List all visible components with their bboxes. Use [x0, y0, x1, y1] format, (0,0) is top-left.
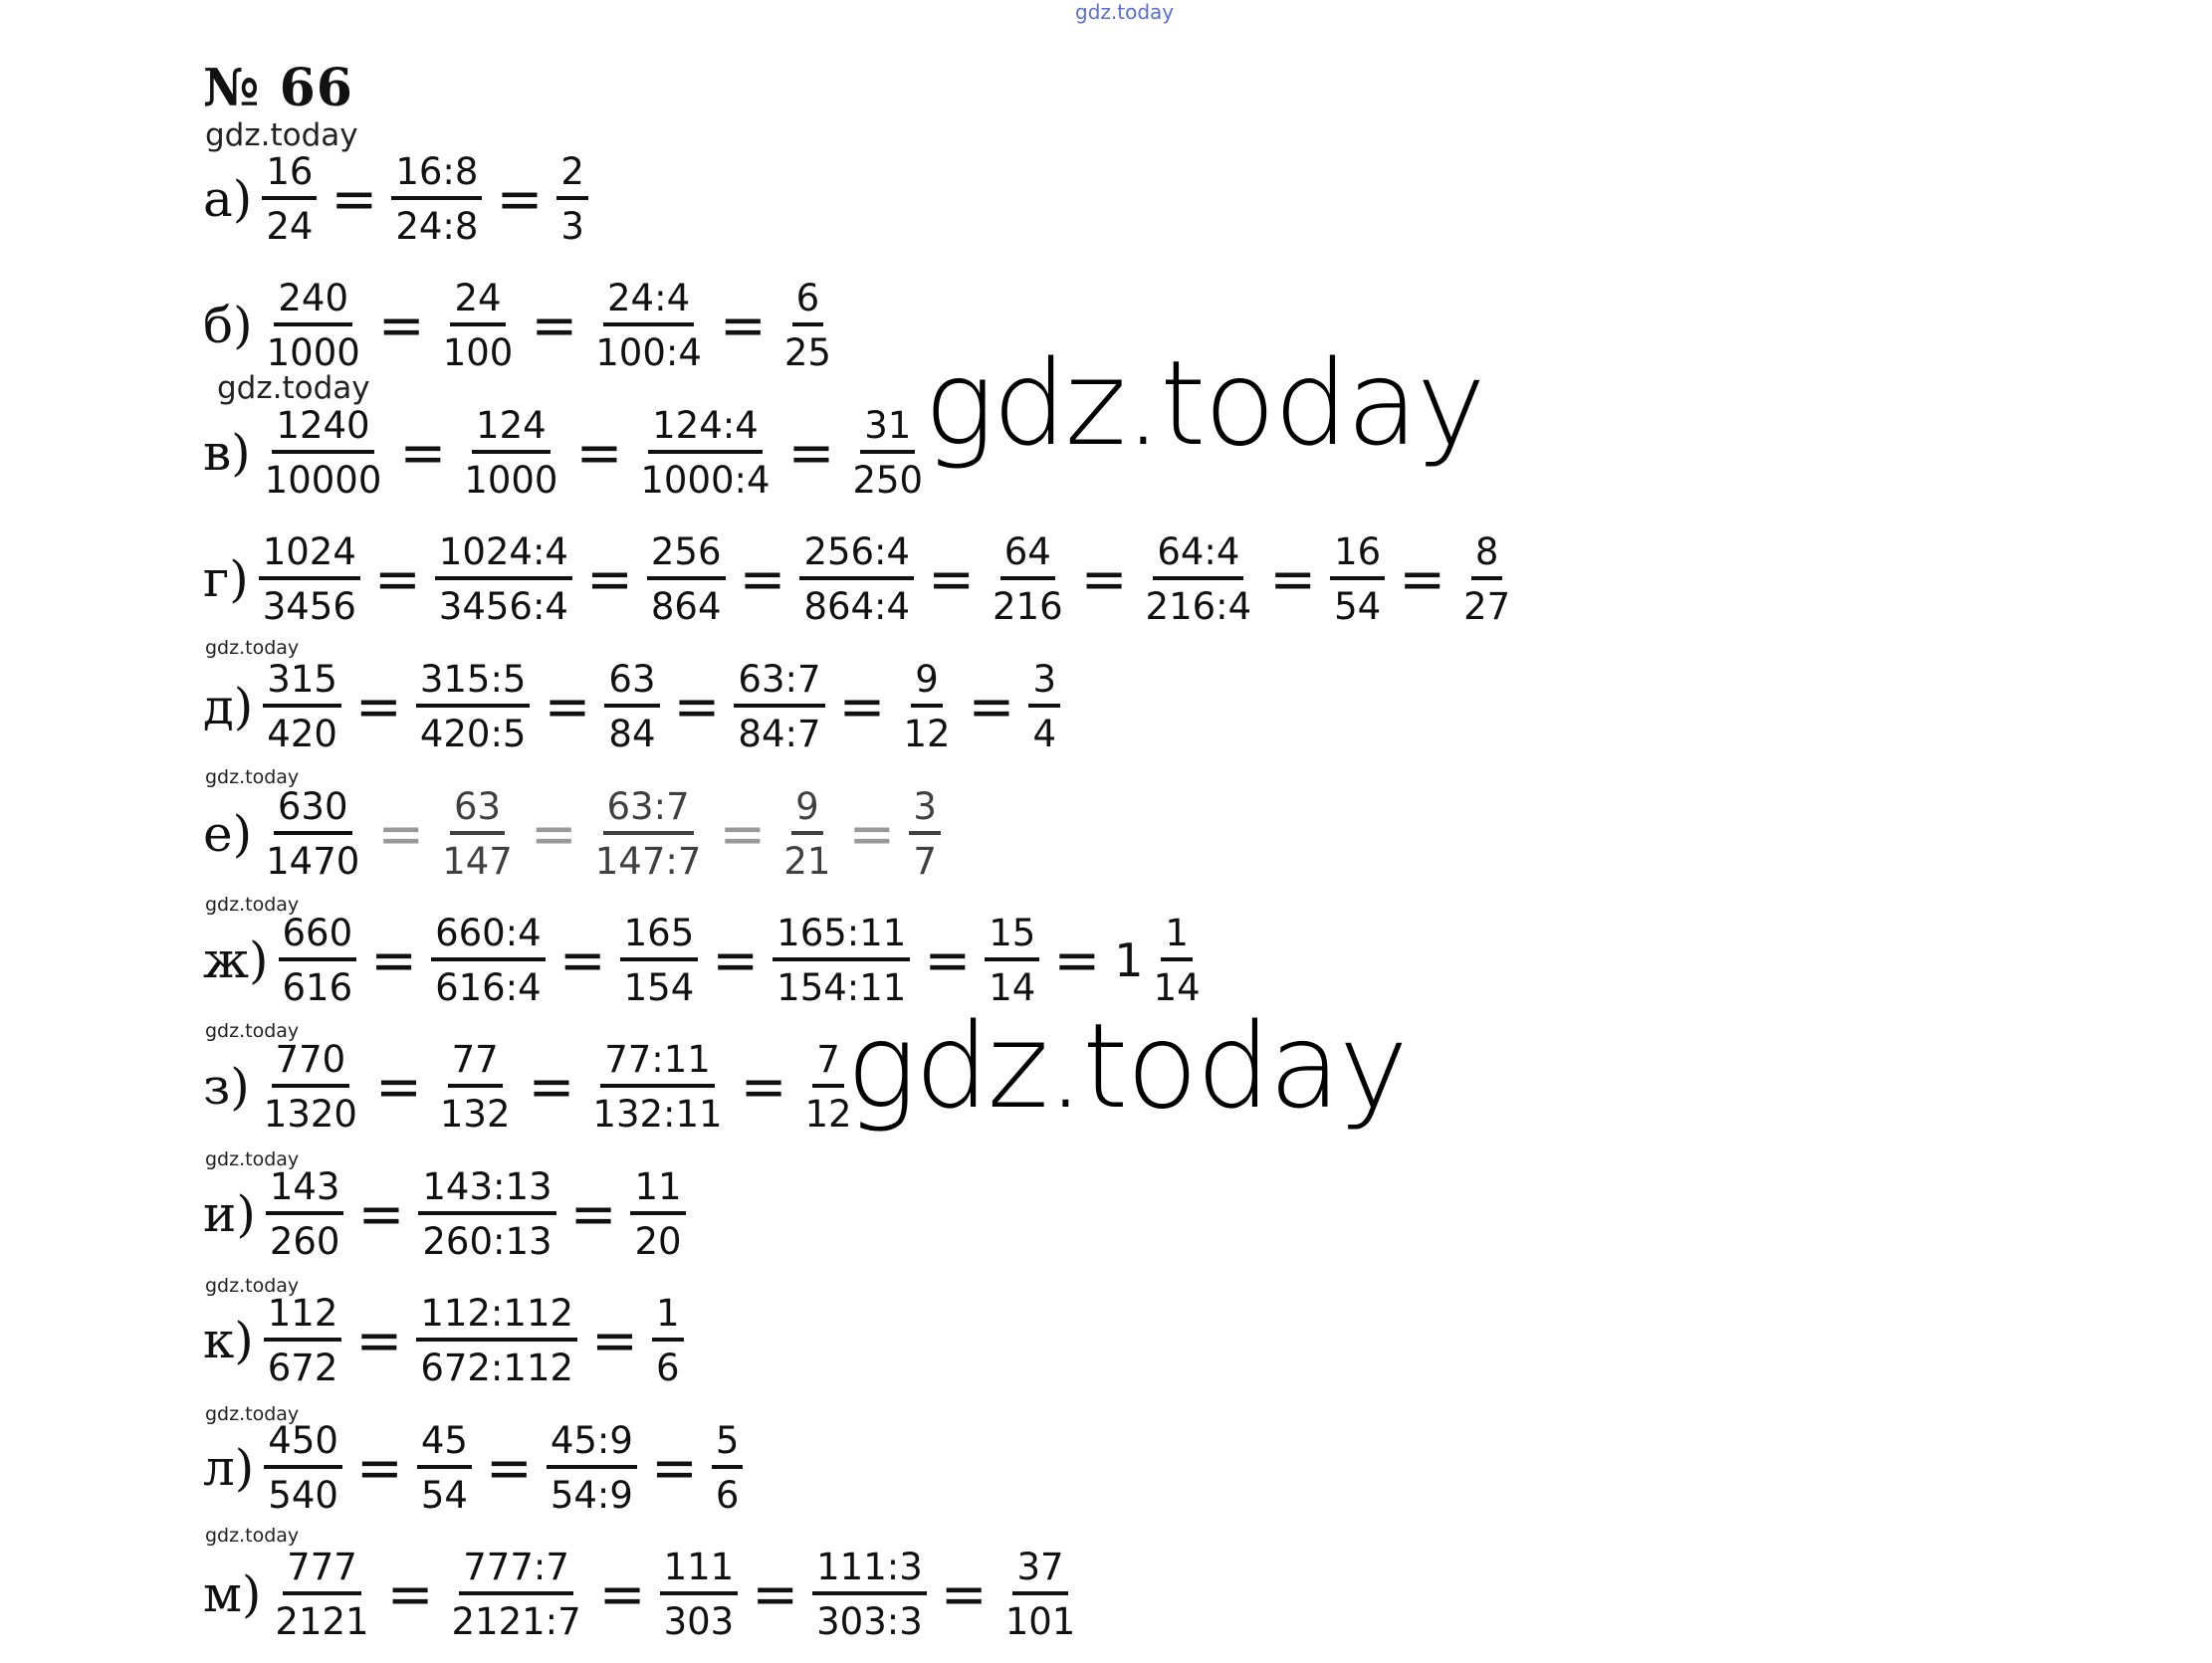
fraction	[547, 1419, 637, 1517]
numerator: 111	[660, 1549, 739, 1595]
numerator: 315	[263, 661, 341, 708]
fraction	[264, 1419, 342, 1517]
fraction	[259, 530, 360, 628]
fraction	[630, 1165, 685, 1263]
numerator: 112:112	[416, 1295, 577, 1342]
denominator: 540	[268, 1474, 338, 1517]
equals-sign: =	[377, 293, 425, 358]
row-letter: и)	[203, 1185, 256, 1243]
numerator: 777	[283, 1549, 361, 1595]
equals-sign: =	[591, 1308, 638, 1373]
numerator: 16	[1330, 533, 1385, 580]
denominator: 303:3	[816, 1600, 923, 1643]
watermark-big: gdz.today	[846, 997, 1407, 1135]
equals-sign: =	[569, 1181, 617, 1247]
denominator: 672	[267, 1347, 338, 1389]
denominator: 132	[439, 1093, 511, 1136]
denominator: 54:9	[550, 1474, 633, 1517]
equals-sign: =	[558, 928, 606, 993]
numerator: 16:8	[391, 153, 482, 200]
numerator: 63	[450, 788, 505, 835]
equals-sign: =	[712, 928, 760, 993]
fraction	[899, 658, 954, 755]
numerator: 1240	[272, 407, 373, 454]
fraction	[801, 1038, 856, 1136]
denominator: 260:13	[422, 1220, 553, 1263]
equals-sign: =	[719, 293, 767, 358]
equals-sign: =	[373, 546, 421, 612]
fraction	[417, 1419, 472, 1517]
numerator: 143	[266, 1168, 344, 1215]
equals-sign: =	[485, 1435, 533, 1501]
denominator: 7	[913, 840, 937, 883]
denominator: 672:112	[420, 1347, 574, 1389]
equals-sign: =	[838, 674, 886, 739]
numerator: 256:4	[799, 533, 914, 580]
fraction	[279, 912, 357, 1009]
solution-row	[203, 652, 1060, 761]
equals-sign: =	[370, 928, 418, 993]
denominator: 54	[1334, 585, 1382, 628]
numerator: 77	[448, 1041, 503, 1088]
fraction	[262, 785, 363, 883]
denominator: 12	[903, 713, 951, 755]
solution-row	[203, 1159, 686, 1269]
equals-sign: =	[848, 801, 896, 867]
numerator: 45	[417, 1422, 472, 1469]
numerator: 240	[274, 280, 352, 326]
denominator: 260	[269, 1220, 340, 1263]
row-letter: г)	[203, 550, 249, 608]
numerator: 2	[556, 153, 588, 200]
fraction	[1150, 912, 1205, 1009]
fraction	[260, 1038, 361, 1136]
watermark-tiny: gdz.today	[205, 1403, 300, 1425]
denominator: 147	[442, 840, 513, 883]
row-letter: д)	[203, 678, 254, 735]
equals-sign: =	[496, 166, 544, 232]
fraction	[712, 1419, 744, 1517]
equals-sign: =	[585, 546, 633, 612]
fraction	[779, 785, 834, 883]
equals-sign: =	[575, 420, 623, 486]
equals-sign: =	[331, 166, 378, 232]
equals-sign: =	[740, 1054, 787, 1120]
equals-sign: =	[355, 1308, 403, 1373]
fraction	[431, 912, 546, 1009]
row-letter: к)	[203, 1312, 254, 1369]
denominator: 14	[989, 966, 1036, 1009]
watermark-tiny: gdz.today	[205, 637, 300, 659]
denominator: 101	[1004, 1600, 1076, 1643]
numerator: 8	[1471, 533, 1503, 580]
fraction	[647, 530, 726, 628]
fraction	[266, 1165, 344, 1263]
equals-sign: =	[968, 674, 1015, 739]
fraction	[264, 1292, 342, 1389]
numerator: 9	[791, 788, 823, 835]
numerator: 660	[279, 915, 357, 961]
watermark-small: gdz.today	[217, 370, 370, 406]
denominator: 20	[634, 1220, 682, 1263]
fraction	[391, 150, 482, 248]
row-letter: в)	[203, 424, 251, 482]
numerator: 450	[264, 1422, 342, 1469]
fraction	[652, 1292, 684, 1389]
fraction	[271, 1546, 372, 1643]
numerator: 1024	[259, 533, 360, 580]
fraction	[263, 277, 364, 374]
denominator: 1000:4	[640, 459, 771, 502]
denominator: 420	[267, 713, 337, 755]
solution-row	[203, 398, 927, 508]
denominator: 2121:7	[451, 1600, 581, 1643]
fraction	[989, 530, 1067, 628]
fraction	[1330, 530, 1385, 628]
denominator: 147:7	[594, 840, 702, 883]
numerator: 143:13	[418, 1168, 555, 1215]
row-letter: м)	[203, 1565, 262, 1623]
fraction	[591, 277, 706, 374]
numerator: 37	[1012, 1549, 1067, 1595]
equals-sign: =	[739, 546, 786, 612]
solution-row	[203, 779, 941, 889]
fraction	[909, 785, 941, 883]
equals-sign: =	[650, 1435, 698, 1501]
numerator: 770	[272, 1041, 350, 1088]
numerator: 45:9	[547, 1422, 637, 1469]
fraction	[620, 912, 699, 1009]
denominator: 3456	[262, 585, 356, 628]
equals-sign: =	[544, 674, 591, 739]
watermark-tiny: gdz.today	[205, 1275, 300, 1297]
fraction	[734, 658, 824, 755]
equals-sign: =	[940, 1561, 988, 1627]
numerator: 256	[647, 533, 726, 580]
numerator: 3	[1028, 661, 1060, 708]
numerator: 111:3	[812, 1549, 927, 1595]
fraction	[435, 530, 572, 628]
equals-sign: =	[357, 1181, 405, 1247]
mixed-whole: 1	[1114, 934, 1144, 987]
fraction	[556, 150, 588, 248]
numerator: 77:11	[600, 1041, 715, 1088]
row-letter: л)	[203, 1439, 255, 1497]
fraction	[261, 404, 386, 502]
numerator: 63:7	[603, 788, 694, 835]
numerator: 5	[712, 1422, 744, 1469]
fraction	[416, 1292, 577, 1389]
watermark-tiny: gdz.today	[205, 1148, 300, 1170]
fraction	[438, 785, 517, 883]
denominator: 420:5	[419, 713, 527, 755]
denominator: 84	[608, 713, 656, 755]
equals-sign: =	[374, 1054, 422, 1120]
fraction	[604, 658, 659, 755]
denominator: 154:11	[776, 966, 907, 1009]
numerator: 1	[652, 1295, 684, 1342]
numerator: 15	[985, 915, 1039, 961]
numerator: 24:4	[603, 280, 694, 326]
fraction	[1028, 658, 1060, 755]
denominator: 154	[623, 966, 695, 1009]
watermark-tiny: gdz.today	[205, 1020, 300, 1042]
row-letter: а)	[203, 170, 253, 228]
fraction	[636, 404, 774, 502]
numerator: 7	[812, 1041, 844, 1088]
numerator: 63:7	[734, 661, 824, 708]
fraction	[848, 404, 927, 502]
denominator: 24	[266, 205, 314, 248]
denominator: 3456:4	[438, 585, 568, 628]
solution-row	[203, 1413, 743, 1523]
denominator: 1000	[266, 331, 360, 374]
denominator: 616:4	[435, 966, 542, 1009]
numerator: 777:7	[459, 1549, 573, 1595]
denominator: 1320	[263, 1093, 357, 1136]
fraction	[418, 1165, 555, 1263]
watermark-tiny: gdz.today	[205, 1525, 300, 1547]
solution-row	[203, 271, 835, 380]
denominator: 25	[783, 331, 831, 374]
numerator: 6	[792, 280, 824, 326]
denominator: 12	[804, 1093, 852, 1136]
solution-row	[203, 524, 1514, 634]
denominator: 100:4	[595, 331, 702, 374]
row-letter: з)	[203, 1058, 250, 1116]
fraction	[660, 1546, 739, 1643]
equals-sign: =	[1080, 546, 1128, 612]
solution-row	[203, 906, 1205, 1015]
equals-sign: =	[787, 420, 835, 486]
equals-sign: =	[924, 928, 972, 993]
numerator: 64:4	[1153, 533, 1243, 580]
equals-sign: =	[928, 546, 975, 612]
equals-sign: =	[399, 420, 447, 486]
fraction	[416, 658, 531, 755]
watermark-tiny: gdz.today	[205, 894, 300, 916]
solution-row	[203, 1286, 684, 1395]
fraction	[1459, 530, 1514, 628]
denominator: 21	[783, 840, 831, 883]
denominator: 3	[560, 205, 584, 248]
denominator: 24:8	[395, 205, 479, 248]
denominator: 6	[655, 1347, 680, 1389]
denominator: 864:4	[803, 585, 911, 628]
equals-sign: =	[530, 801, 577, 867]
denominator: 84:7	[738, 713, 821, 755]
equals-sign: =	[531, 293, 578, 358]
numerator: 165	[620, 915, 699, 961]
denominator: 250	[852, 459, 924, 502]
denominator: 14	[1153, 966, 1201, 1009]
fraction	[588, 1038, 726, 1136]
fraction	[263, 658, 341, 755]
denominator: 54	[420, 1474, 468, 1517]
denominator: 216	[993, 585, 1063, 628]
numerator: 1024:4	[435, 533, 572, 580]
equals-sign: =	[1269, 546, 1317, 612]
equals-sign: =	[377, 801, 425, 867]
numerator: 124:4	[648, 407, 763, 454]
fraction	[1142, 530, 1256, 628]
watermark-big: gdz.today	[924, 334, 1484, 472]
numerator: 660:4	[431, 915, 546, 961]
row-letter: б)	[203, 297, 253, 354]
denominator: 10000	[264, 459, 382, 502]
denominator: 616	[282, 966, 353, 1009]
denominator: 2121	[275, 1600, 369, 1643]
fraction	[1001, 1546, 1080, 1643]
denominator: 216:4	[1145, 585, 1252, 628]
numerator: 630	[274, 788, 352, 835]
equals-sign: =	[719, 801, 767, 867]
denominator: 1000	[464, 459, 558, 502]
numerator: 63	[604, 661, 659, 708]
equals-sign: =	[598, 1561, 646, 1627]
numerator: 16	[262, 153, 317, 200]
page-title: № 66	[203, 58, 353, 118]
watermark-tiny: gdz.today	[205, 766, 300, 788]
numerator: 24	[450, 280, 505, 326]
fraction	[439, 277, 518, 374]
equals-sign: =	[1053, 928, 1101, 993]
denominator: 6	[715, 1474, 740, 1517]
equals-sign: =	[528, 1054, 575, 1120]
denominator: 27	[1463, 585, 1511, 628]
equals-sign: =	[355, 1435, 403, 1501]
numerator: 64	[1000, 533, 1055, 580]
numerator: 315:5	[416, 661, 531, 708]
fraction	[985, 912, 1039, 1009]
denominator: 132:11	[592, 1093, 723, 1136]
fraction	[812, 1546, 927, 1643]
equals-sign: =	[386, 1561, 434, 1627]
fraction	[436, 1038, 515, 1136]
numerator: 165:11	[773, 915, 910, 961]
watermark-small: gdz.today	[205, 117, 358, 153]
solution-row	[203, 144, 588, 254]
numerator: 31	[860, 407, 915, 454]
numerator: 112	[264, 1295, 342, 1342]
numerator: 124	[472, 407, 551, 454]
solution-row	[203, 1032, 856, 1142]
denominator: 1470	[266, 840, 360, 883]
equals-sign: =	[1399, 546, 1446, 612]
numerator: 11	[630, 1168, 685, 1215]
numerator: 3	[909, 788, 941, 835]
fraction	[780, 277, 835, 374]
numerator: 1	[1161, 915, 1193, 961]
row-letter: ж)	[203, 932, 269, 989]
fraction	[262, 150, 317, 248]
equals-sign: =	[752, 1561, 799, 1627]
denominator: 303	[663, 1600, 735, 1643]
fraction	[773, 912, 910, 1009]
denominator: 864	[650, 585, 722, 628]
denominator: 100	[442, 331, 514, 374]
fraction	[591, 785, 706, 883]
denominator: 4	[1032, 713, 1056, 755]
numerator: 9	[911, 661, 943, 708]
fraction	[460, 404, 561, 502]
top-watermark: gdz.today	[1075, 0, 1175, 24]
solution-row	[203, 1540, 1079, 1649]
fraction	[799, 530, 914, 628]
row-letter: е)	[203, 805, 253, 863]
equals-sign: =	[354, 674, 402, 739]
equals-sign: =	[673, 674, 721, 739]
fraction	[448, 1546, 585, 1643]
